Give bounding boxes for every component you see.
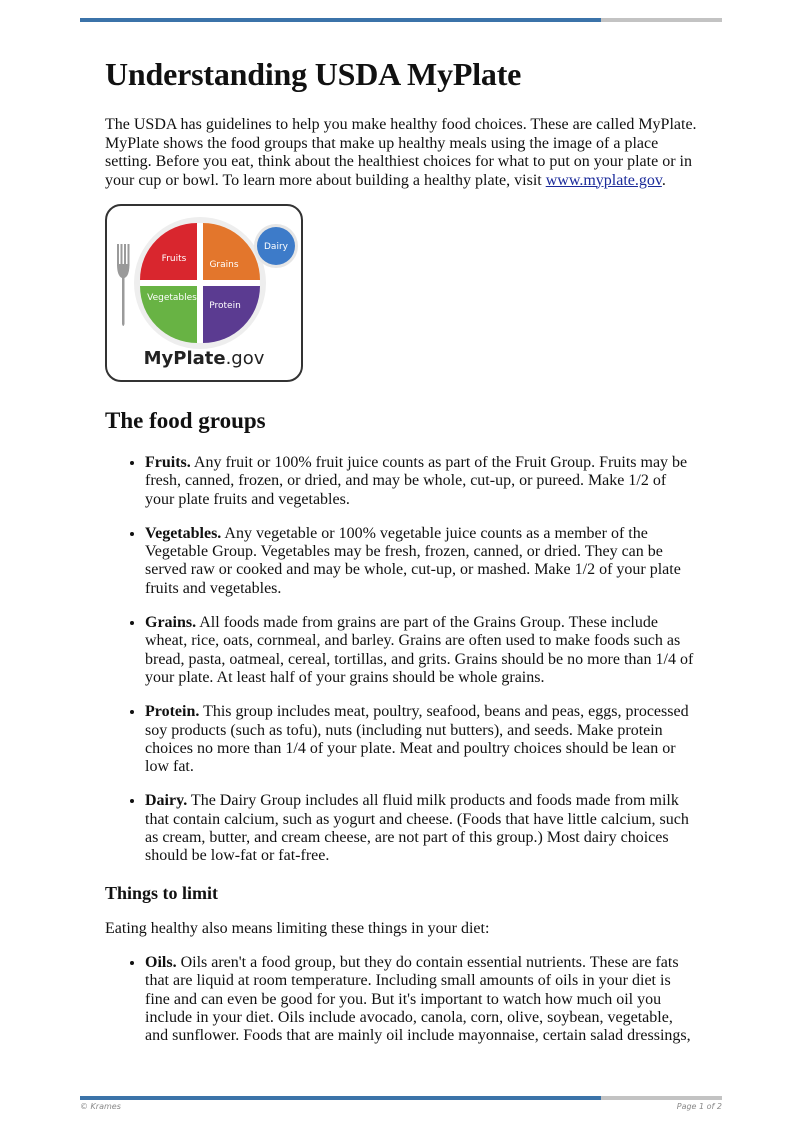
limit-intro: Eating healthy also means limiting these things in your diet:: [105, 919, 490, 937]
fruits-label: Fruits: [161, 254, 187, 264]
limit-list: [105, 954, 697, 1045]
fruits-section: [140, 223, 197, 280]
myplate-link[interactable]: www.myplate.gov: [545, 171, 662, 189]
list-item: • Vegetables. Any vegetable or 100% vegetable juice counts as a member of the Vegetable Group. Vegetables may be fresh, frozen, canned, or dried. They can be served raw or cooked and may be whole, cut-up, or mashed. Make 1/2 of your plate fruits and vegetables.: [145, 525, 697, 598]
food-groups-list: [105, 454, 697, 866]
page-title: Understanding USDA MyPlate: [105, 56, 522, 92]
myplate-logo: [105, 204, 303, 382]
dairy-label: Dairy: [264, 242, 288, 252]
list-item: • Fruits. Any fruit or 100% fruit juice counts as part of the Fruit Group. Fruits may be fresh, canned, frozen, or dried, and may be whole, cut-up, or pureed. Make 1/2 of your plate fruits and vegetables.: [145, 454, 697, 509]
list-item: • Protein. This group includes meat, poultry, seafood, beans and peas, eggs, processed soy products (such as tofu), nuts (including nut butters), and seeds. Make protein choices no more than 1/4 of your plate. Meat and poultry choices should be lean or low fat.: [145, 703, 697, 776]
grains-section: [203, 223, 260, 280]
document-body: [105, 52, 697, 1062]
footer-page-number: Page 1 of 2: [676, 1102, 722, 1111]
header-rule: [80, 18, 722, 22]
vegetables-label: Vegetables: [147, 293, 197, 303]
footer-copyright: © Krames: [80, 1102, 121, 1111]
food-groups-heading: The food groups: [105, 408, 266, 433]
intro-text: The USDA has guidelines to help you make healthy food choices. These are called MyPlate. MyPlate shows the food groups that make up healthy meals using the image of a place setting. Before you eat, think about the healthiest choices for what to put on your plate or in your cup or bowl. To learn more about building a healthy plate, visit: [105, 116, 697, 189]
protein-section: [203, 286, 260, 343]
things-to-limit-heading: Things to limit: [105, 882, 219, 903]
intro-paragraph: The USDA has guidelines to help you make healthy food choices. These are called MyPlate. MyPlate shows the food groups that make up healthy meals using the image of a place setting. Before you eat, think about the healthiest choices for what to put on your plate or in your cup or bowl. To learn more about building a healthy plate, visit www.myplate.gov.: [105, 116, 697, 189]
list-item: • Dairy. The Dairy Group includes all fluid milk products and foods made from milk that contain calcium, such as yogurt and cheese. (Foods that have little calcium, such as cream, butter, and cream cheese, are not part of this group.) Most dairy choices should be low-fat or fat-free.: [145, 792, 697, 865]
myplate-wordmark: MyPlate.gov: [143, 348, 265, 369]
list-item: • Oils. Oils aren't a food group, but they do contain essential nutrients. These are fats that are liquid at room temperature. Including small amounts of oils in your diet is fine and can even be good for you. But it's important to watch how much oil you include in your diet. Oils include avocado, canola, corn, olive, soybean, vegetable, and sunflower. Foods that are mainly oil include mayonnaise, certain salad dressings,: [145, 954, 697, 1045]
grains-label: Grains: [209, 260, 239, 270]
footer-rule: [80, 1096, 722, 1100]
list-item: • Grains. All foods made from grains are part of the Grains Group. These include wheat, rice, oats, cornmeal, and barley. Grains are often used to make foods such as bread, pasta, oatmeal, cereal, tortillas, and grits. Grains should be no more than 1/4 of your plate. At least half of your grains should be whole grains.: [145, 614, 697, 687]
fork-icon: [117, 244, 130, 326]
protein-label: Protein: [209, 301, 241, 311]
